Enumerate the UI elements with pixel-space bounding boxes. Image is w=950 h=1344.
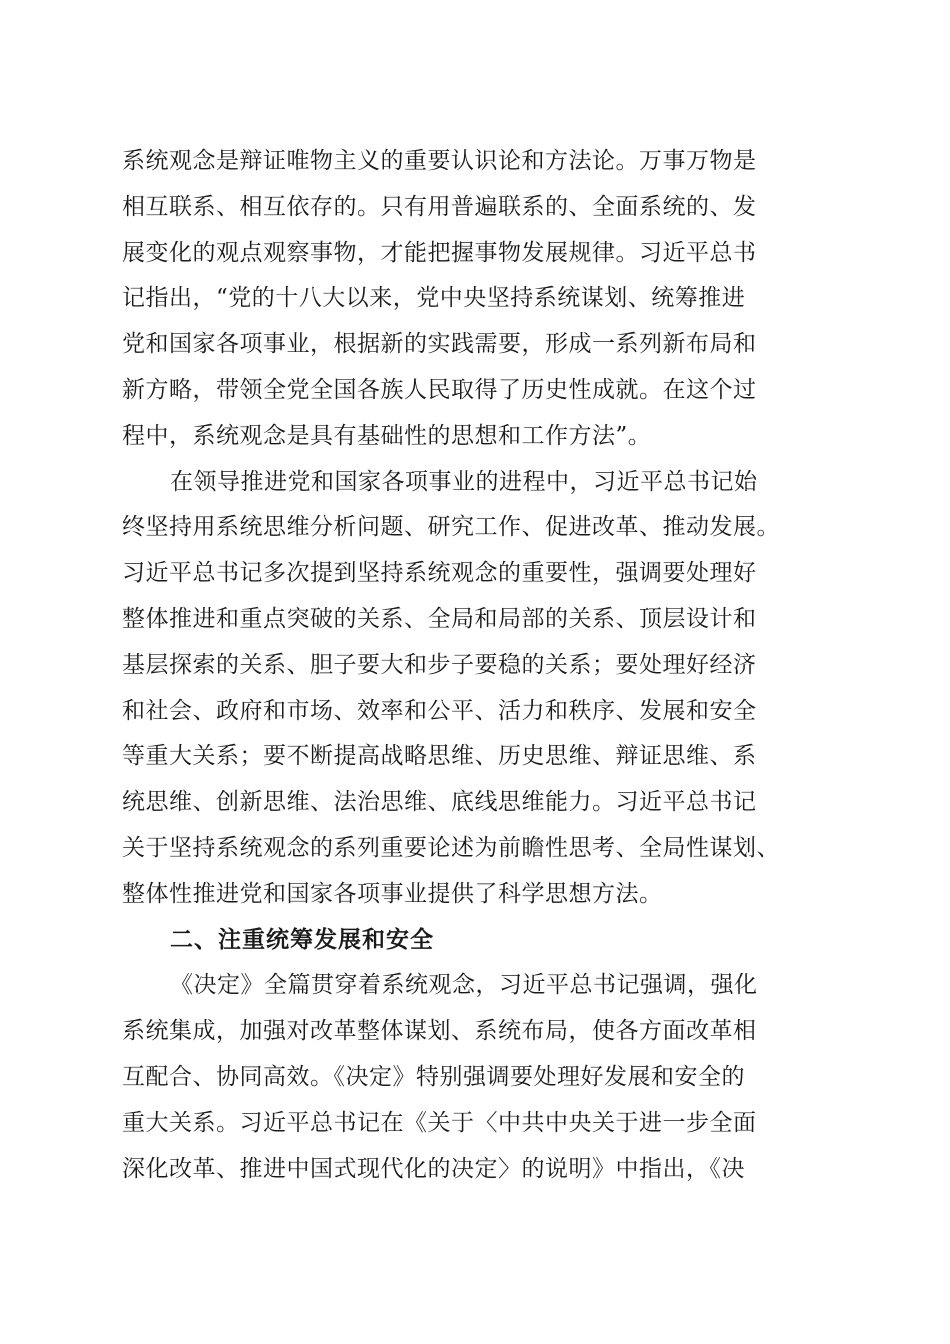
text-line: 基层探索的关系、胆子要大和步子要稳的关系；要处理好经济 bbox=[122, 651, 757, 678]
section-heading: 二、注重统筹发展和安全 bbox=[170, 926, 434, 953]
text-line: 统思维、创新思维、法治思维、底线思维能力。习近平总书记 bbox=[122, 789, 757, 816]
text-line: 终坚持用系统思维分析问题、研究工作、促进改革、推动发展。 bbox=[122, 514, 780, 541]
text-line: 整体性推进党和国家各项事业提供了科学思想方法。 bbox=[122, 880, 663, 907]
text-line: 互配合、协同高效。《决定》特别强调要处理好发展和安全的 bbox=[122, 1063, 745, 1090]
text-line: 系统观念是辩证唯物主义的重要认识论和方法论。万事万物是 bbox=[122, 148, 757, 174]
text-line: 记指出，“党的十八大以来，党中央坚持系统谋划、统筹推进 bbox=[122, 285, 746, 312]
text-line: 党和国家各项事业，根据新的实践需要，形成一系列新布局和 bbox=[122, 331, 757, 358]
paragraph-leadership bbox=[122, 460, 842, 918]
paragraph-decision bbox=[122, 963, 842, 1192]
text-line: 整体推进和重点突破的关系、全局和局部的关系、顶层设计和 bbox=[122, 605, 757, 632]
text-line: 深化改革、推进中国式现代化的决定〉的说明》中指出，《决 bbox=[122, 1155, 745, 1182]
text-line: 展变化的观点观察事物，才能把握事物发展规律。习近平总书 bbox=[122, 239, 757, 266]
text-line: 系统集成，加强对改革整体谋划、系统布局，使各方面改革相 bbox=[122, 1018, 757, 1045]
text-line: 关于坚持系统观念的系列重要论述为前瞻性思考、全局性谋划、 bbox=[122, 834, 780, 861]
text-line: 和社会、政府和市场、效率和公平、活力和秩序、发展和安全 bbox=[122, 697, 757, 724]
text-line: 程中，系统观念是具有基础性的思想和工作方法”。 bbox=[122, 422, 652, 449]
text-line: 新方略，带领全党全国各族人民取得了历史性成就。在这个过 bbox=[122, 376, 757, 403]
text-line: 等重大关系；要不断提高战略思维、历史思维、辩证思维、系 bbox=[122, 743, 757, 770]
document-body bbox=[122, 139, 842, 1192]
text-line: 在领导推进党和国家各项事业的进程中，习近平总书记始 bbox=[170, 468, 758, 495]
paragraph-system-concept bbox=[122, 139, 842, 460]
text-line: 重大关系。习近平总书记在《关于〈中共中央关于进一步全面 bbox=[122, 1109, 757, 1136]
text-line: 相互联系、相互依存的。只有用普遍联系的、全面系统的、发 bbox=[122, 193, 757, 220]
text-line: 习近平总书记多次提到坚持系统观念的重要性，强调要处理好 bbox=[122, 560, 757, 587]
text-line: 《决定》全篇贯穿着系统观念，习近平总书记强调，强化 bbox=[170, 972, 758, 999]
